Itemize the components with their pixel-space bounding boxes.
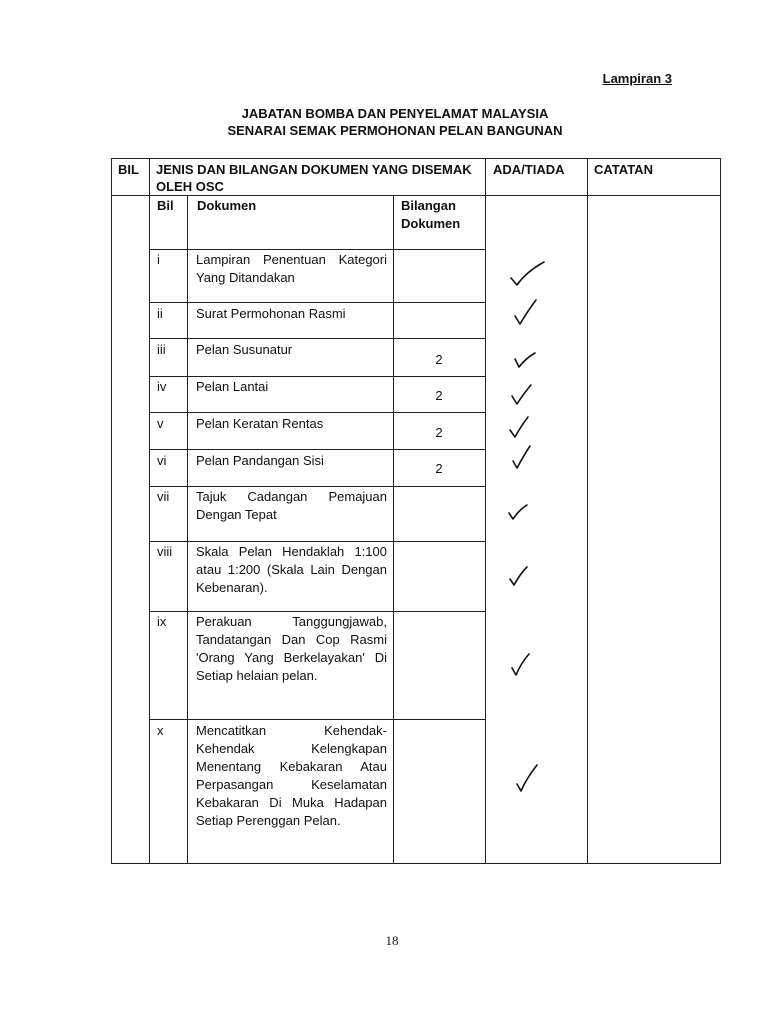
header-jenis: JENIS DAN BILANGAN DOKUMEN YANG DISEMAK OLEH OSC: [156, 162, 472, 194]
row-number: ii: [157, 306, 163, 321]
check-icon: [513, 446, 530, 468]
row-document: Pelan Pandangan Sisi: [196, 453, 324, 468]
row-number: iv: [157, 379, 167, 394]
subheader-dokumen: Dokumen: [197, 198, 257, 213]
row-number: ix: [157, 614, 167, 629]
row-quantity: 2: [435, 461, 443, 476]
row-quantity: 2: [435, 388, 443, 403]
header-catatan: CATATAN: [594, 162, 653, 177]
header-ada-tiada: ADA/TIADA: [493, 162, 565, 177]
check-icon: [510, 417, 528, 437]
check-icon: [515, 300, 536, 324]
row-quantity: 2: [435, 425, 443, 440]
title-line-2: SENARAI SEMAK PERMOHONAN PELAN BANGUNAN: [227, 123, 563, 138]
check-icon: [511, 262, 544, 285]
row-document: Mencatitkan Kehendak-Kehendak Kelengkapan Menentang Kebakaran Atau Perpasangan Keselamatan Kebakaran Di Muka Hadapan Setiap Perenggan Pelan.: [196, 723, 387, 828]
check-icon: [512, 385, 531, 404]
row-document: Surat Permohonan Rasmi: [196, 306, 346, 321]
check-icon: [517, 765, 537, 791]
row-number: vii: [157, 489, 170, 504]
row-document: Lampiran Penentuan Kategori Yang Ditandakan: [196, 252, 387, 285]
row-document: Perakuan Tanggungjawab, Tandatangan Dan Cop Rasmi 'Orang Yang Berkelayakan' Di Setiap helaian pelan.: [196, 614, 387, 683]
check-icon: [509, 505, 527, 519]
row-document: Tajuk Cadangan Pemajuan Dengan Tepat: [196, 489, 387, 522]
row-number: i: [157, 252, 160, 267]
annex-label: Lampiran 3: [602, 71, 672, 86]
row-number: x: [157, 723, 164, 738]
page-number: 18: [385, 933, 399, 948]
subheader-bilangan: Bilangan Dokumen: [401, 198, 461, 231]
row-document: Skala Pelan Hendaklah 1:100 atau 1:200 (Skala Lain Dengan Kebenaran).: [196, 544, 387, 595]
row-number: viii: [157, 544, 173, 559]
subheader-bil: Bil: [157, 198, 174, 213]
row-quantity: 2: [435, 352, 443, 367]
row-document: Pelan Keratan Rentas: [196, 416, 324, 431]
row-document: Pelan Susunatur: [196, 342, 293, 357]
header-bil: BIL: [118, 162, 139, 177]
check-icon: [512, 654, 529, 675]
row-number: iii: [157, 342, 166, 357]
check-icon: [510, 567, 527, 585]
row-number: v: [157, 416, 164, 431]
row-number: vi: [157, 453, 167, 468]
row-document: Pelan Lantai: [196, 379, 269, 394]
title-line-1: JABATAN BOMBA DAN PENYELAMAT MALAYSIA: [241, 106, 549, 121]
check-icon: [515, 353, 535, 367]
